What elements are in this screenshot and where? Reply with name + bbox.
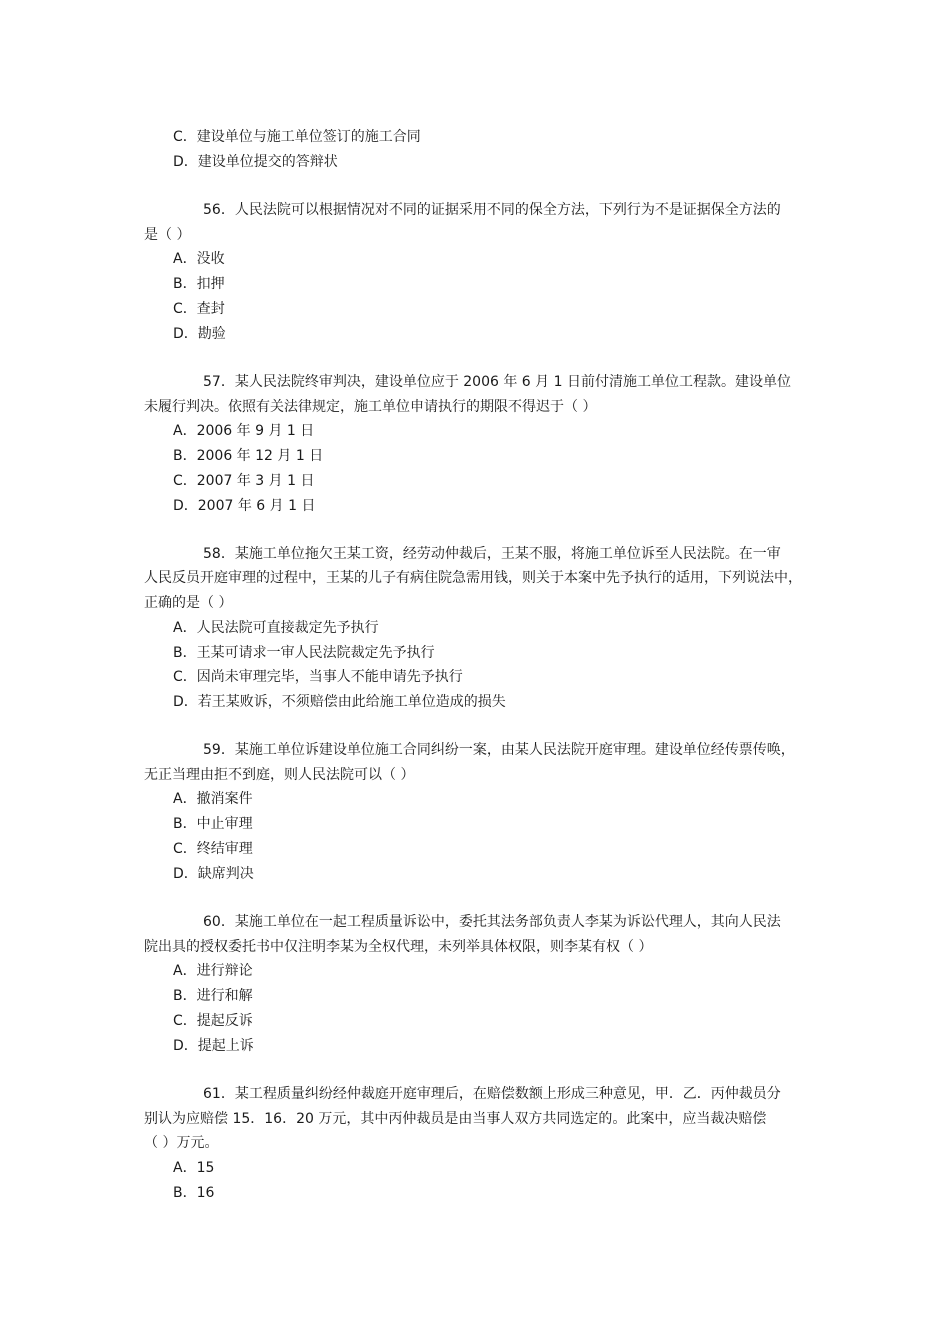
question-61-option-b: B．16 — [173, 1185, 215, 1201]
question-60-option-c: C．提起反诉 — [173, 1013, 253, 1029]
question-60-option-b: B．进行和解 — [173, 988, 253, 1004]
option-c: C．建设单位与施工单位签订的施工合同 — [173, 129, 421, 145]
question-59-option-a: A．撤消案件 — [173, 791, 253, 807]
question-57-option-b: B．2006 年 12 月 1 日 — [173, 448, 324, 464]
question-61-text-cont: 别认为应赔偿 15．16．20 万元，其中丙仲裁员是由当事人双方共同选定的。此案中，应当裁决赔偿 — [144, 1111, 767, 1127]
question-58-text: 58．某施工单位拖欠王某工资，经劳动仲裁后，王某不服，将施工单位诉至人民法院。在一审 — [203, 546, 781, 562]
question-60-text-cont: 院出具的授权委托书中仅注明李某为全权代理，未列举具体权限，则李某有权（ ） — [144, 939, 653, 955]
question-56-option-c: C．查封 — [173, 301, 225, 317]
question-59-text-cont: 无正当理由拒不到庭，则人民法院可以（ ） — [144, 767, 415, 783]
question-56-option-d: D．勘验 — [173, 326, 226, 342]
question-56-option-a: A．没收 — [173, 251, 225, 267]
option-d: D．建设单位提交的答辩状 — [173, 154, 338, 170]
question-61-text-cont2: （ ）万元。 — [144, 1135, 219, 1151]
question-60-option-d: D．提起上诉 — [173, 1038, 254, 1054]
question-58-option-a: A．人民法院可直接裁定先予执行 — [173, 620, 379, 636]
question-58-option-c: C．因尚未审理完毕，当事人不能申请先予执行 — [173, 669, 463, 685]
question-56-text: 56．人民法院可以根据情况对不同的证据采用不同的保全方法，下列行为不是证据保全方法的 — [203, 202, 781, 218]
question-57-option-a: A．2006 年 9 月 1 日 — [173, 423, 315, 439]
question-58-option-d: D．若王某败诉，不须赔偿由此给施工单位造成的损失 — [173, 694, 506, 710]
question-57-text: 57．某人民法院终审判决，建设单位应于 2006 年 6 月 1 日前付清施工单位工程款。建设单位 — [203, 374, 791, 390]
question-59-text: 59．某施工单位诉建设单位施工合同纠纷一案，由某人民法院开庭审理。建设单位经传票传唤， — [203, 742, 795, 758]
question-56-option-b: B．扣押 — [173, 276, 225, 292]
question-59-option-b: B．中止审理 — [173, 816, 253, 832]
question-58-option-b: B．王某可请求一审人民法院裁定先予执行 — [173, 645, 435, 661]
question-58-text-cont: 人民反员开庭审理的过程中，王某的儿子有病住院急需用钱，则关于本案中先予执行的适用，下列说法中， — [144, 570, 802, 586]
question-59-option-c: C．终结审理 — [173, 841, 253, 857]
question-57-text-cont: 未履行判决。依照有关法律规定，施工单位申请执行的期限不得迟于（ ） — [144, 399, 597, 415]
question-60-text: 60．某施工单位在一起工程质量诉讼中，委托其法务部负责人李某为诉讼代理人，其向人民法 — [203, 914, 781, 930]
question-61-option-a: A．15 — [173, 1160, 215, 1176]
question-61-text: 61．某工程质量纠纷经仲裁庭开庭审理后，在赔偿数额上形成三种意见，甲．乙．丙仲裁员分 — [203, 1086, 781, 1102]
question-60-option-a: A．进行辩论 — [173, 963, 253, 979]
question-57-option-c: C．2007 年 3 月 1 日 — [173, 473, 315, 489]
question-58-text-cont2: 正确的是（ ） — [144, 595, 233, 611]
question-56-text-cont: 是（ ） — [144, 227, 191, 243]
question-59-option-d: D．缺席判决 — [173, 866, 254, 882]
question-57-option-d: D．2007 年 6 月 1 日 — [173, 498, 316, 514]
